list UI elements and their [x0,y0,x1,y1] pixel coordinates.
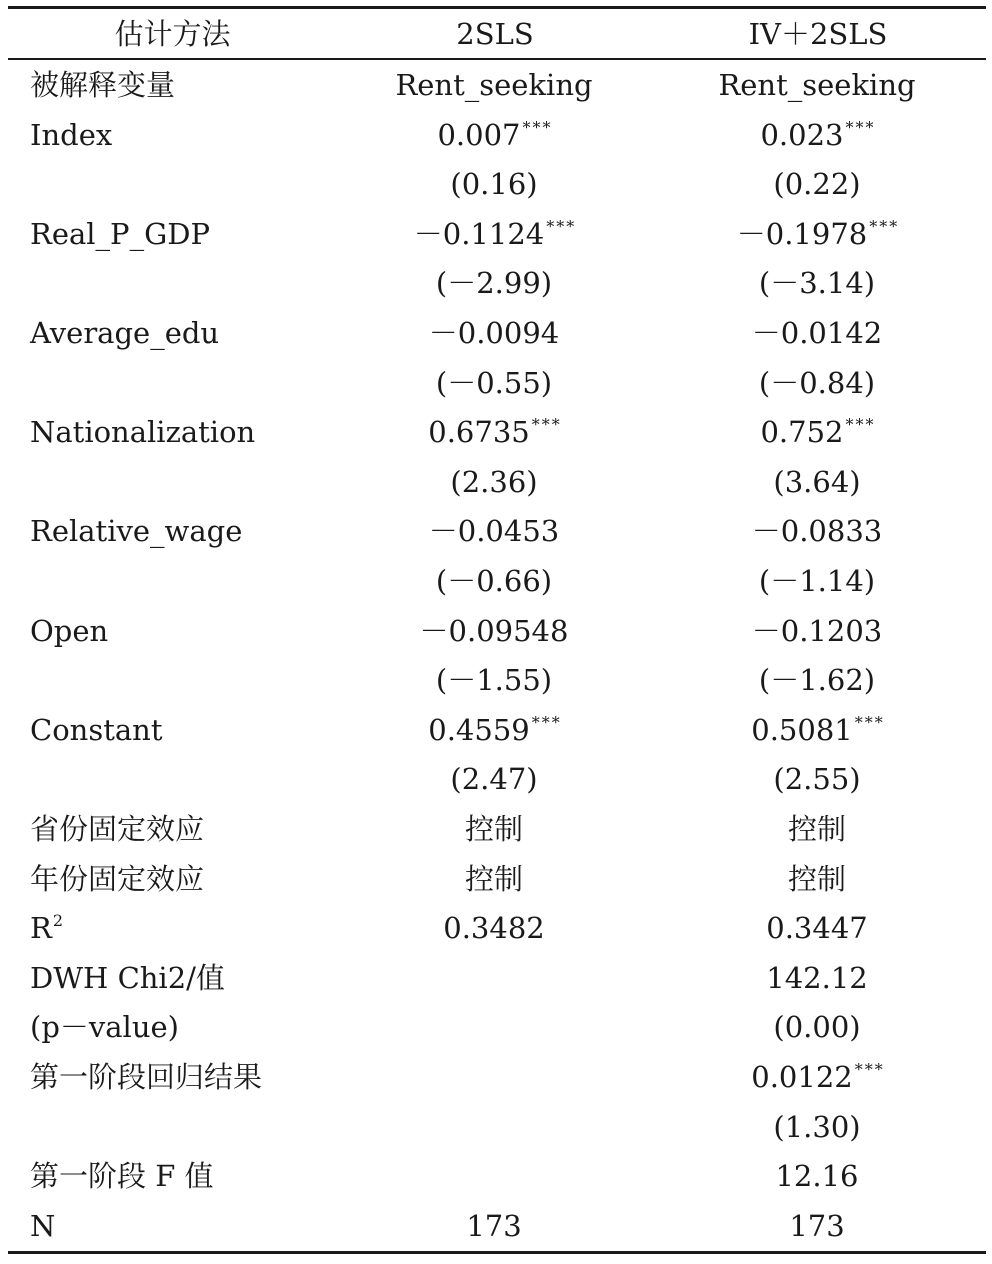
cell-iv-2sls [683,209,953,259]
significance-stars: *** [531,415,562,435]
row-label-text: Average_edu [30,316,220,350]
significance-stars: *** [854,712,885,732]
row-label [30,1151,214,1201]
row-label-text: DWH Chi2/值 [30,960,225,995]
row-label [30,506,242,556]
significance-stars: *** [854,1060,885,1079]
value-2sls: (2.47) [450,762,538,797]
value-iv-2sls: (0.00) [773,1010,861,1045]
table-row [0,506,992,556]
table-row [0,457,992,507]
row-label [30,407,255,457]
value-2sls: (－1.55) [435,663,553,698]
value-iv-2sls: (－0.84) [758,365,876,400]
value-2sls: －0.09548 [419,613,569,648]
cell-2sls [360,506,630,556]
value-2sls: 控制 [464,861,523,896]
cell-iv-2sls [683,903,953,953]
value-iv-2sls: －0.0833 [751,514,883,549]
cell-2sls [360,854,630,904]
cell-2sls [360,705,630,755]
cell-2sls [360,953,630,1003]
value-iv-2sls: 控制 [787,861,846,896]
cell-iv-2sls [683,655,953,705]
row-label-text: (p－value) [30,1010,179,1045]
table-row [0,1151,992,1201]
cell-2sls [360,1052,630,1102]
cell-2sls [360,1002,630,1052]
significance-stars: *** [845,117,876,137]
cell-2sls [360,804,630,854]
value-iv-2sls: －0.1203 [751,613,883,648]
table-row [0,556,992,606]
row-label [30,854,204,904]
significance-stars: *** [531,712,562,732]
cell-iv-2sls [683,1002,953,1052]
cell-iv-2sls [683,110,953,160]
significance-stars: *** [522,117,553,137]
cell-iv-2sls [683,506,953,556]
row-label-text: Relative_wage [30,514,243,549]
table-row [0,60,992,110]
header-method: 估计方法 [114,17,231,51]
cell-iv-2sls [683,60,953,110]
value-iv-2sls: Rent_seeking [718,68,916,102]
table-row [0,655,992,705]
cell-iv-2sls [683,854,953,904]
cell-2sls [360,407,630,457]
value-iv-2sls: (2.55) [773,762,861,797]
row-label-text: 被解释变量 [30,68,176,102]
value-2sls: Rent_seeking [395,68,593,102]
cell-2sls [360,1102,630,1152]
cell-iv-2sls [683,705,953,755]
table-row [0,705,992,755]
value-2sls: 控制 [464,812,523,846]
row-label-text: Nationalization [30,415,256,450]
row-label-text: Index [30,117,113,152]
cell-2sls [360,110,630,160]
value-iv-2sls: 0.5081 [751,712,853,747]
row-label [30,308,219,358]
cell-iv-2sls [683,1052,953,1102]
row-label-text: Constant [30,712,163,747]
cell-iv-2sls [683,606,953,656]
row-label-text: 省份固定效应 [30,812,205,846]
row-label [30,1002,179,1052]
row-label [30,1052,262,1102]
row-label [30,953,225,1003]
value-2sls: 0.6735 [428,415,530,450]
value-2sls: (2.36) [450,464,538,499]
value-2sls: 173 [466,1208,522,1243]
row-label [30,804,204,854]
table-row [0,854,992,904]
header-2sls: 2SLS [456,17,534,51]
cell-2sls [360,457,630,507]
value-iv-2sls: 142.12 [766,960,868,995]
table-row [0,308,992,358]
cell-iv-2sls [683,1151,953,1201]
row-label-text: N [30,1208,56,1243]
cell-2sls [360,606,630,656]
row-label [30,1201,55,1251]
cell-iv-2sls [683,407,953,457]
superscript: 2 [52,911,64,931]
row-label-text: R [30,911,52,946]
value-2sls: (0.16) [450,167,538,202]
table-row [0,606,992,656]
table-row [0,1052,992,1102]
value-iv-2sls: 0.0122 [751,1060,853,1094]
cell-2sls [360,1201,630,1251]
cell-2sls [360,308,630,358]
value-iv-2sls: (0.22) [773,167,861,202]
significance-stars: *** [845,415,876,435]
row-label [30,903,63,953]
cell-2sls [360,209,630,259]
cell-iv-2sls [683,308,953,358]
row-label [30,209,210,259]
table-row [0,209,992,259]
significance-stars: *** [869,216,900,236]
row-label-text: 年份固定效应 [30,861,205,896]
table-row [0,903,992,953]
cell-iv-2sls [683,358,953,408]
table-row [0,1102,992,1152]
row-label-text: Open [30,613,109,648]
row-label-text: 第一阶段 F 值 [30,1159,214,1194]
cell-iv-2sls [683,754,953,804]
table-header-row [0,9,992,59]
cell-iv-2sls [683,258,953,308]
value-iv-2sls: 0.752 [760,415,844,450]
table-row [0,1002,992,1052]
row-label [30,606,108,656]
value-iv-2sls: 12.16 [775,1159,859,1194]
table-row [0,407,992,457]
cell-2sls [360,655,630,705]
value-iv-2sls: (1.30) [773,1109,861,1144]
value-iv-2sls: (－3.14) [758,266,876,301]
cell-iv-2sls [683,1201,953,1251]
row-label [30,110,112,160]
value-iv-2sls: －0.0142 [751,316,883,350]
value-iv-2sls: (－1.14) [758,564,876,598]
cell-iv-2sls [683,804,953,854]
table-row [0,110,992,160]
value-iv-2sls: (3.64) [773,464,861,499]
table-row [0,159,992,209]
table-row [0,754,992,804]
cell-2sls [360,556,630,606]
value-2sls: (－2.99) [435,266,553,301]
cell-2sls [360,60,630,110]
value-2sls: (－0.66) [435,564,553,598]
cell-2sls [360,258,630,308]
value-2sls: (－0.55) [435,365,553,400]
value-2sls: 0.4559 [428,712,530,747]
value-iv-2sls: 控制 [787,812,846,846]
table-row [0,358,992,408]
value-iv-2sls: (－1.62) [758,663,876,698]
header-iv-2sls: IV＋2SLS [748,17,888,51]
cell-2sls [360,159,630,209]
value-2sls: 0.3482 [443,911,545,946]
cell-2sls [360,1151,630,1201]
value-iv-2sls: －0.1978 [736,216,868,251]
table-row [0,953,992,1003]
cell-iv-2sls [683,953,953,1003]
row-label-text: Real_P_GDP [30,216,211,251]
row-label [30,705,162,755]
value-2sls: －0.0094 [428,316,560,350]
value-iv-2sls: 0.3447 [766,911,868,946]
cell-2sls [360,358,630,408]
row-label-text: 第一阶段回归结果 [30,1060,263,1094]
table-row [0,1201,992,1251]
table-bottom-rule [8,1251,986,1254]
value-iv-2sls: 173 [789,1208,845,1243]
value-2sls: －0.1124 [413,216,545,251]
value-2sls: －0.0453 [428,514,560,549]
row-label [30,60,175,110]
table-row [0,804,992,854]
cell-iv-2sls [683,1102,953,1152]
value-iv-2sls: 0.023 [760,117,844,152]
cell-iv-2sls [683,556,953,606]
cell-iv-2sls [683,457,953,507]
value-2sls: 0.007 [437,117,521,152]
cell-2sls [360,754,630,804]
table-row [0,258,992,308]
cell-2sls [360,903,630,953]
significance-stars: *** [546,216,577,236]
cell-iv-2sls [683,159,953,209]
